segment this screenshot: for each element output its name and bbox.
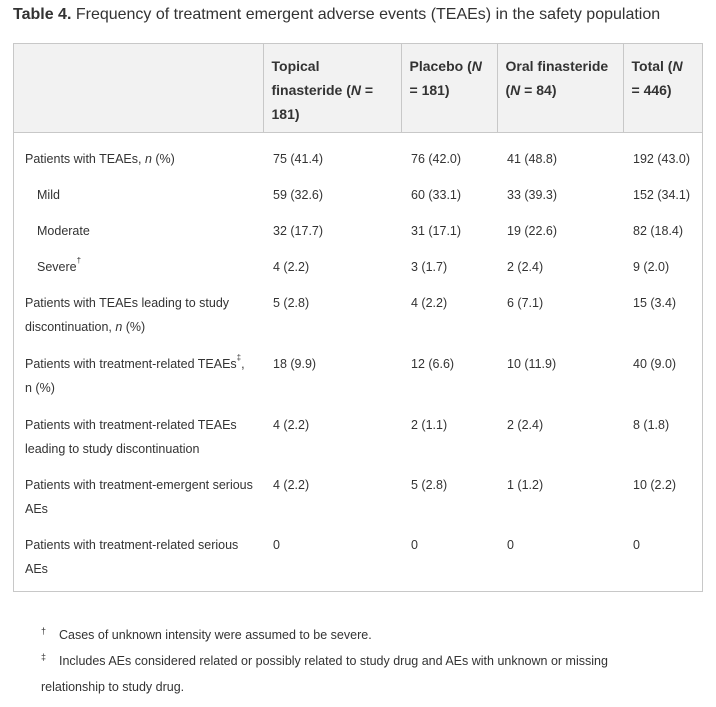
footnote-text: Cases of unknown intensity were assumed to be severe. [59, 628, 372, 642]
cell-topical: 18 (9.9) [273, 357, 317, 371]
cell-topical: 4 (2.2) [273, 478, 310, 492]
cell-placebo: 12 (6.6) [411, 357, 455, 371]
row-label: Patients with treatment-related TEAEs‡, n (%) [25, 353, 245, 395]
row-label: Patients with TEAEs leading to study discontinuation, n (%) [25, 296, 230, 334]
table-row [14, 291, 702, 352]
table-title: Frequency of treatment emergent adverse events (TEAEs) in the safety population [71, 6, 661, 23]
cell-oral: 1 (1.2) [507, 478, 544, 492]
header-cell-empty [14, 44, 263, 133]
row-label: Patients with treatment-related serious AEs [25, 538, 239, 576]
header-cell-total: Total (N = 446) [623, 44, 702, 133]
footnote-mark: ‡ [41, 652, 47, 662]
table-label: Table 4. [13, 6, 72, 23]
cell-total: 8 (1.8) [633, 418, 670, 432]
cell-total: 40 (9.0) [633, 357, 677, 371]
row-label: Patients with treatment-emergent serious AEs [25, 478, 253, 516]
footnotes [41, 622, 641, 700]
cell-placebo: 76 (42.0) [411, 152, 462, 166]
cell-placebo: 60 (33.1) [411, 188, 462, 202]
table-row [14, 133, 702, 184]
header-cell-topical-finasteride: Topical finasteride (N = 181) [263, 44, 401, 133]
cell-placebo: 31 (17.1) [411, 224, 462, 238]
row-label: Patients with treatment-related TEAEs leading to study discontinuation [25, 418, 237, 456]
cell-oral: 2 (2.4) [507, 418, 544, 432]
cell-total: 82 (18.4) [633, 224, 684, 238]
cell-oral: 33 (39.3) [507, 188, 558, 202]
footnote-mark: † [41, 626, 47, 636]
cell-oral: 41 (48.8) [507, 152, 558, 166]
cell-topical: 5 (2.8) [273, 296, 310, 310]
cell-topical: 59 (32.6) [273, 188, 324, 202]
cell-oral: 0 [507, 538, 514, 552]
cell-total: 15 (3.4) [633, 296, 677, 310]
cell-total: 192 (43.0) [633, 152, 690, 166]
table-row [14, 219, 702, 255]
header-row [14, 44, 702, 133]
cell-total: 152 (34.1) [633, 188, 690, 202]
row-label: Moderate [37, 224, 90, 238]
adverse-events-table [14, 44, 702, 593]
cell-topical: 0 [273, 538, 280, 552]
table-row [14, 473, 702, 533]
table-caption [13, 6, 660, 24]
header-cell-placebo: Placebo (N = 181) [401, 44, 497, 133]
table-row [14, 255, 702, 291]
table-row [14, 183, 702, 219]
cell-placebo: 0 [411, 538, 418, 552]
cell-oral: 10 (11.9) [507, 357, 557, 371]
row-label: Mild [37, 188, 60, 202]
footnote-dagger [41, 622, 641, 648]
table-row [14, 413, 702, 473]
cell-topical: 75 (41.4) [273, 152, 324, 166]
cell-placebo: 3 (1.7) [411, 260, 448, 274]
table-row [14, 352, 702, 413]
cell-placebo: 5 (2.8) [411, 478, 448, 492]
cell-total: 10 (2.2) [633, 478, 677, 492]
row-label: Patients with TEAEs, n (%) [25, 152, 175, 166]
cell-total: 9 (2.0) [633, 260, 670, 274]
cell-topical: 4 (2.2) [273, 418, 310, 432]
cell-topical: 4 (2.2) [273, 260, 310, 274]
cell-oral: 6 (7.1) [507, 296, 544, 310]
table-row [14, 533, 702, 593]
table-container [13, 43, 703, 592]
cell-oral: 19 (22.6) [507, 224, 558, 238]
cell-placebo: 2 (1.1) [411, 418, 448, 432]
cell-oral: 2 (2.4) [507, 260, 544, 274]
cell-topical: 32 (17.7) [273, 224, 324, 238]
row-label: Severe† [37, 256, 82, 274]
double-dagger-footnote-mark: ‡ [236, 353, 242, 362]
cell-total: 0 [633, 538, 640, 552]
header-cell-oral-finasteride: Oral finasteride (N = 84) [497, 44, 623, 133]
dagger-footnote-mark: † [76, 256, 82, 265]
footnote-double-dagger [41, 648, 641, 700]
cell-placebo: 4 (2.2) [411, 296, 448, 310]
footnote-text: Includes AEs considered related or possibly related to study drug and AEs with unknown or missing relationship to study drug. [41, 654, 608, 694]
